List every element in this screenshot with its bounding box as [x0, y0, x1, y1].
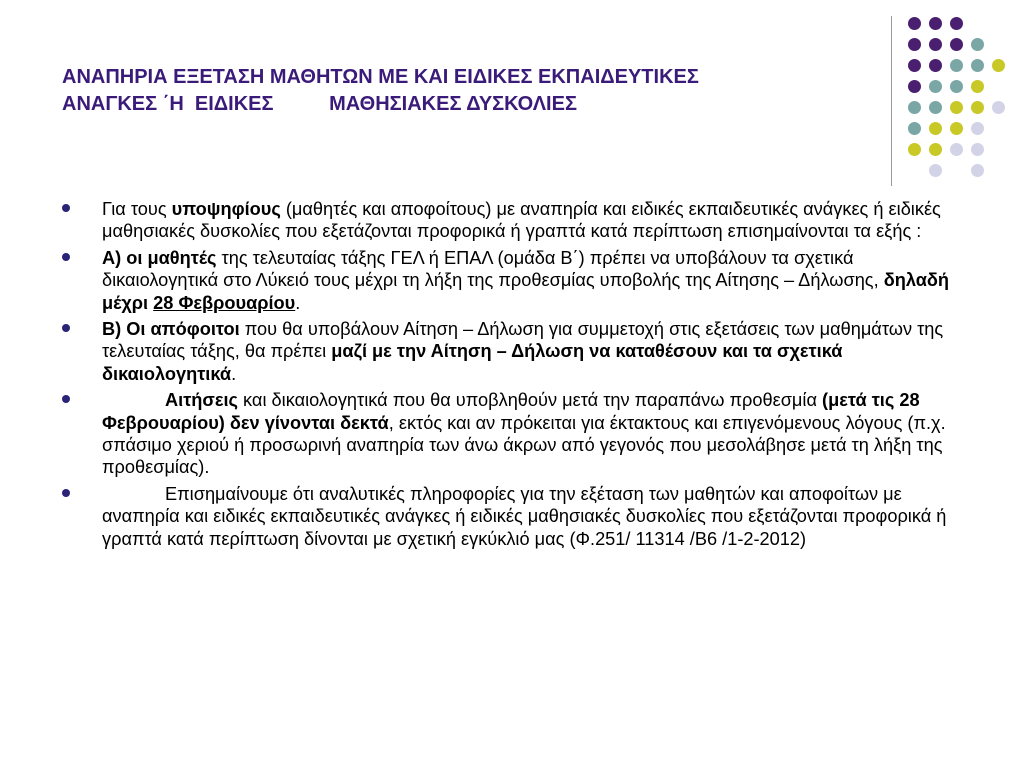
- bullet-icon: [62, 395, 70, 403]
- decor-dot: [908, 101, 921, 114]
- bullet-item-late-applications: [62, 389, 962, 479]
- bullet-text: που θα υποβάλουν Αίτηση – Δήλωση για συμμετοχή στις εξετάσεις των μαθημάτων της τελευταίας τάξης, θα πρέπει: [102, 319, 944, 362]
- bullet-item-circular-reference: [62, 483, 962, 550]
- bullet-icon: [62, 253, 70, 261]
- bullet-text-bold: (μετά τις 28 Φεβρουαρίου) δεν γίνονται δεκτά: [102, 390, 920, 433]
- slide-title-line-2: ΑΝΑΓΚΕΣ ΄Η ΕΙΔΙΚΕΣ ΜΑΘΗΣΙΑΚΕΣ ΔΥΣΚΟΛΙΕΣ: [62, 93, 577, 115]
- decor-dot: [950, 80, 963, 93]
- bullet-list: [62, 198, 962, 554]
- bullet-text: .: [295, 292, 301, 313]
- decor-dot: [929, 59, 942, 72]
- decor-dot: [908, 59, 921, 72]
- bullet-item-graduates: [62, 318, 962, 385]
- bullet-text: Για τους: [102, 199, 172, 219]
- decor-dot: [929, 17, 942, 30]
- decor-dot: [971, 38, 984, 51]
- deadline-date: 28 Φεβρουαρίου: [153, 292, 296, 313]
- bullet-text: (μαθητές και αποφοίτους) με αναπηρία και ειδικές εκπαιδευτικές ανάγκες ή ειδικές μαθησιακές δυσκολίες που εξετάζονται προφορικά ή γραπτά κατά περίπτωση επισημαίνονται τα εξής :: [102, 199, 941, 242]
- bullet-text: .: [231, 363, 237, 384]
- decorative-divider-line: [891, 16, 892, 186]
- bullet-text: και δικαιολογητικά που θα υποβληθούν μετά την παραπάνω προθεσμία: [238, 390, 823, 411]
- decor-dot: [929, 164, 942, 177]
- decor-dot: [992, 59, 1005, 72]
- decor-dot: [929, 101, 942, 114]
- bullet-text: της τελευταίας τάξης ΓΕΛ ή ΕΠΑΛ (ομάδα Β΄) πρέπει να υποβάλουν τα σχετικά δικαιολογητικά στο Λύκειό τους μέχρι τη λήξη της προθεσμίας υποβολής της Αίτησης – Δήλωσης,: [102, 247, 884, 291]
- decor-dot: [971, 59, 984, 72]
- bullet-text-bold: υποψηφίους: [171, 199, 281, 219]
- decor-dot: [971, 164, 984, 177]
- decor-dot: [929, 143, 942, 156]
- bullet-icon: [62, 489, 70, 497]
- decor-dot: [971, 80, 984, 93]
- decor-dot: [971, 122, 984, 135]
- decor-dot: [950, 122, 963, 135]
- bullet-text: Επισημαίνουμε ότι αναλυτικές πληροφορίες για την εξέταση των μαθητών και αποφοίτων με αναπηρία και ειδικές εκπαιδευτικές ανάγκες ή ειδικές μαθησιακές δυσκολίες που εξετάζονται προφορικά ή γραπτά κατά περίπτωση δίνονται με σχετική εγκύκλιό μας (Φ.251/ 11314 /Β6 /1-2-2012): [102, 483, 947, 549]
- decor-dot: [908, 80, 921, 93]
- decor-dot: [908, 17, 921, 30]
- slide-title-line-1: ΑΝΑΠΗΡΙΑ ΕΞΕΤΑΣΗ ΜΑΘΗΤΩΝ ΜΕ ΚΑΙ ΕΙΔΙΚΕΣ ΕΚΠΑΙΔΕΥΤΙΚΕΣ: [62, 66, 699, 88]
- decor-dot: [908, 38, 921, 51]
- decor-dot: [950, 143, 963, 156]
- bullet-icon: [62, 324, 70, 332]
- decor-dot: [929, 122, 942, 135]
- decor-dot: [992, 101, 1005, 114]
- bullet-text-bold: δηλαδή μέχρι: [102, 270, 950, 313]
- decor-dot: [971, 101, 984, 114]
- decor-dot: [929, 80, 942, 93]
- decor-dot: [929, 38, 942, 51]
- decor-dot: [950, 17, 963, 30]
- bullet-item-candidates: [62, 198, 962, 243]
- bullet-icon: [62, 204, 70, 212]
- bullet-text-bold: Αιτήσεις: [165, 390, 238, 411]
- bullet-text-bold: Β) Οι απόφοιτοι: [102, 319, 240, 340]
- decor-dot: [950, 59, 963, 72]
- decor-dot: [950, 38, 963, 51]
- bullet-text-bold: μαζί με την Αίτηση – Δήλωση να καταθέσουν και τα σχετικά δικαιολογητικά: [102, 341, 843, 384]
- decor-dot: [950, 101, 963, 114]
- decor-dot: [971, 143, 984, 156]
- bullet-item-students: [62, 247, 962, 314]
- bullet-text-bold: Α) οι μαθητές: [102, 247, 217, 268]
- slide-title: [62, 64, 892, 118]
- decor-dot: [908, 122, 921, 135]
- bullet-text: , εκτός και αν πρόκειται για έκτακτους και επιγενόμενους λόγους (π.χ. σπάσιμο χεριού ή προσωρινή αναπηρία των άνω άκρων από γεγονός που μεσολάβησε μετά τη λήξη της προθεσμίας).: [102, 412, 946, 478]
- decor-dot: [908, 143, 921, 156]
